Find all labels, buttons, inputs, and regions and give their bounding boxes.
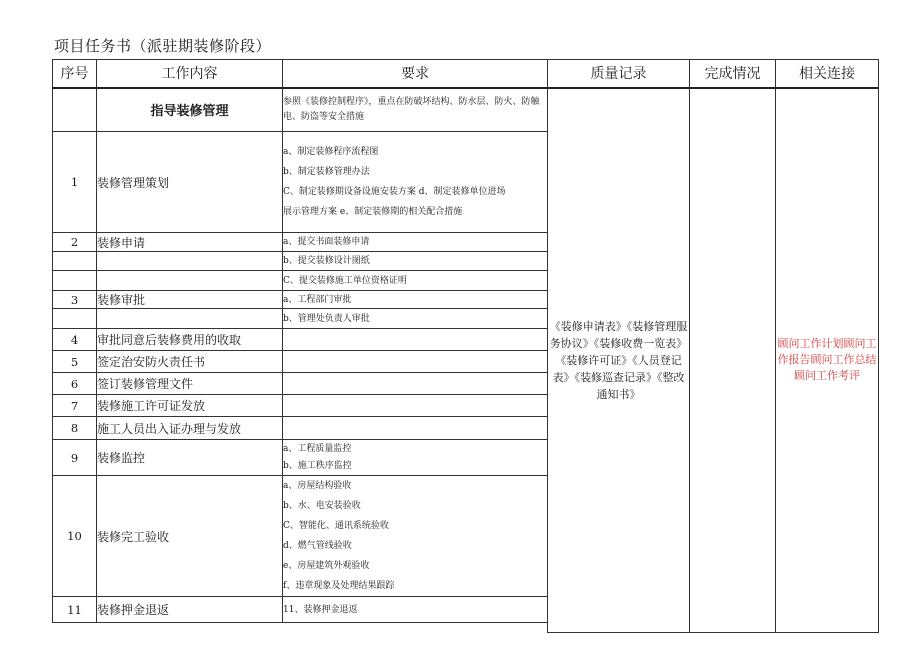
req-line: b、水、电安装验收 — [283, 501, 361, 511]
row-no: 5 — [53, 351, 97, 373]
document-title: 项目任务书（派驻期装修阶段） — [54, 37, 272, 55]
row-no: 4 — [53, 329, 97, 351]
row-requirement: a、工程部门审批 — [283, 291, 548, 309]
row-content — [97, 623, 283, 633]
header-row — [53, 60, 879, 88]
related-links: 顾问工作计划顾问工作报告顾问工作总结顾问工作考评 — [776, 88, 879, 633]
row-requirement: b、提交装修设计图纸 — [283, 252, 548, 271]
header-requirements: 要求 — [283, 60, 548, 88]
req-line: a、制定装修程序流程图 — [283, 147, 379, 157]
row-no: 8 — [53, 417, 97, 440]
row-no — [53, 623, 97, 633]
row-content: 装修申请 — [97, 233, 283, 252]
row-no: 3 — [53, 291, 97, 309]
task-table — [52, 59, 879, 633]
row-requirement: a、提交书面装修申请 — [283, 233, 548, 252]
row-requirement: b、管理处负责人审批 — [283, 309, 548, 329]
row-requirement — [283, 395, 548, 417]
row-no — [53, 271, 97, 291]
row-content — [97, 271, 283, 291]
row-content: 审批同意后装修费用的收取 — [97, 329, 283, 351]
req-line: 展示管理方案 e、制定装修期的相关配合措施 — [283, 207, 463, 217]
row-no: 9 — [53, 440, 97, 476]
row-requirement: 11、装修押金退返 — [283, 597, 548, 623]
row-requirement — [283, 351, 548, 373]
req-line: C、制定装修期设备设施安装方案 d、制定装修单位进场 — [283, 187, 506, 197]
row-requirement — [283, 440, 548, 476]
row-requirement — [283, 476, 548, 597]
req-line: d、燃气管线验收 — [283, 541, 352, 551]
row-content: 施工人员出入证办理与发放 — [97, 417, 283, 440]
req-line: b、制定装修管理办法 — [283, 167, 370, 177]
row-no: 6 — [53, 373, 97, 395]
req-line: e、房屋建筑外观验收 — [283, 561, 370, 571]
row-content: 装修施工许可证发放 — [97, 395, 283, 417]
header-links: 相关连接 — [776, 60, 879, 88]
row-content — [97, 252, 283, 271]
header-content: 工作内容 — [97, 60, 283, 88]
row-no: 10 — [53, 476, 97, 597]
req-line: f、违章现象及处理结果跟踪 — [283, 581, 395, 591]
header-status: 完成情况 — [690, 60, 776, 88]
row-content: 装修管理策划 — [97, 132, 283, 233]
req-line: a、房屋结构验收 — [283, 481, 352, 491]
row-requirement: C、提交装修施工单位资格证明 — [283, 271, 548, 291]
row-no — [53, 88, 97, 132]
row-requirement — [283, 329, 548, 351]
row-requirement — [283, 623, 548, 633]
guide-title: 指导装修管理 — [97, 88, 283, 132]
header-quality: 质量记录 — [548, 60, 690, 88]
table-row — [53, 88, 879, 132]
status-cell — [690, 88, 776, 633]
quality-records: 《装修申请表》《装修管理服务协议》《装修收费一览表》《装修许可证》《人员登记表》《装修巡查记录》《整改通知书》 — [548, 88, 690, 633]
header-no: 序号 — [53, 60, 97, 88]
guide-requirement: 参照《装修控制程序》，重点在防破坏结构、防水层、防火、防触电、防盗等安全措施 — [283, 88, 548, 132]
row-no — [53, 309, 97, 329]
row-no: 7 — [53, 395, 97, 417]
row-content — [97, 309, 283, 329]
row-no: 11 — [53, 597, 97, 623]
row-no: 1 — [53, 132, 97, 233]
row-content: 签定治安防火责任书 — [97, 351, 283, 373]
row-content: 装修监控 — [97, 440, 283, 476]
row-no: 2 — [53, 233, 97, 252]
row-no — [53, 252, 97, 271]
req-line: b、施工秩序监控 — [283, 460, 352, 471]
row-requirement — [283, 373, 548, 395]
row-requirement — [283, 132, 548, 233]
row-content: 签订装修管理文件 — [97, 373, 283, 395]
row-content: 装修审批 — [97, 291, 283, 309]
req-line: C、智能化、通讯系统验收 — [283, 521, 389, 531]
req-line: a、工程质量监控 — [283, 443, 352, 454]
row-requirement — [283, 417, 548, 440]
row-content: 装修完工验收 — [97, 476, 283, 597]
row-content: 装修押金退返 — [97, 597, 283, 623]
